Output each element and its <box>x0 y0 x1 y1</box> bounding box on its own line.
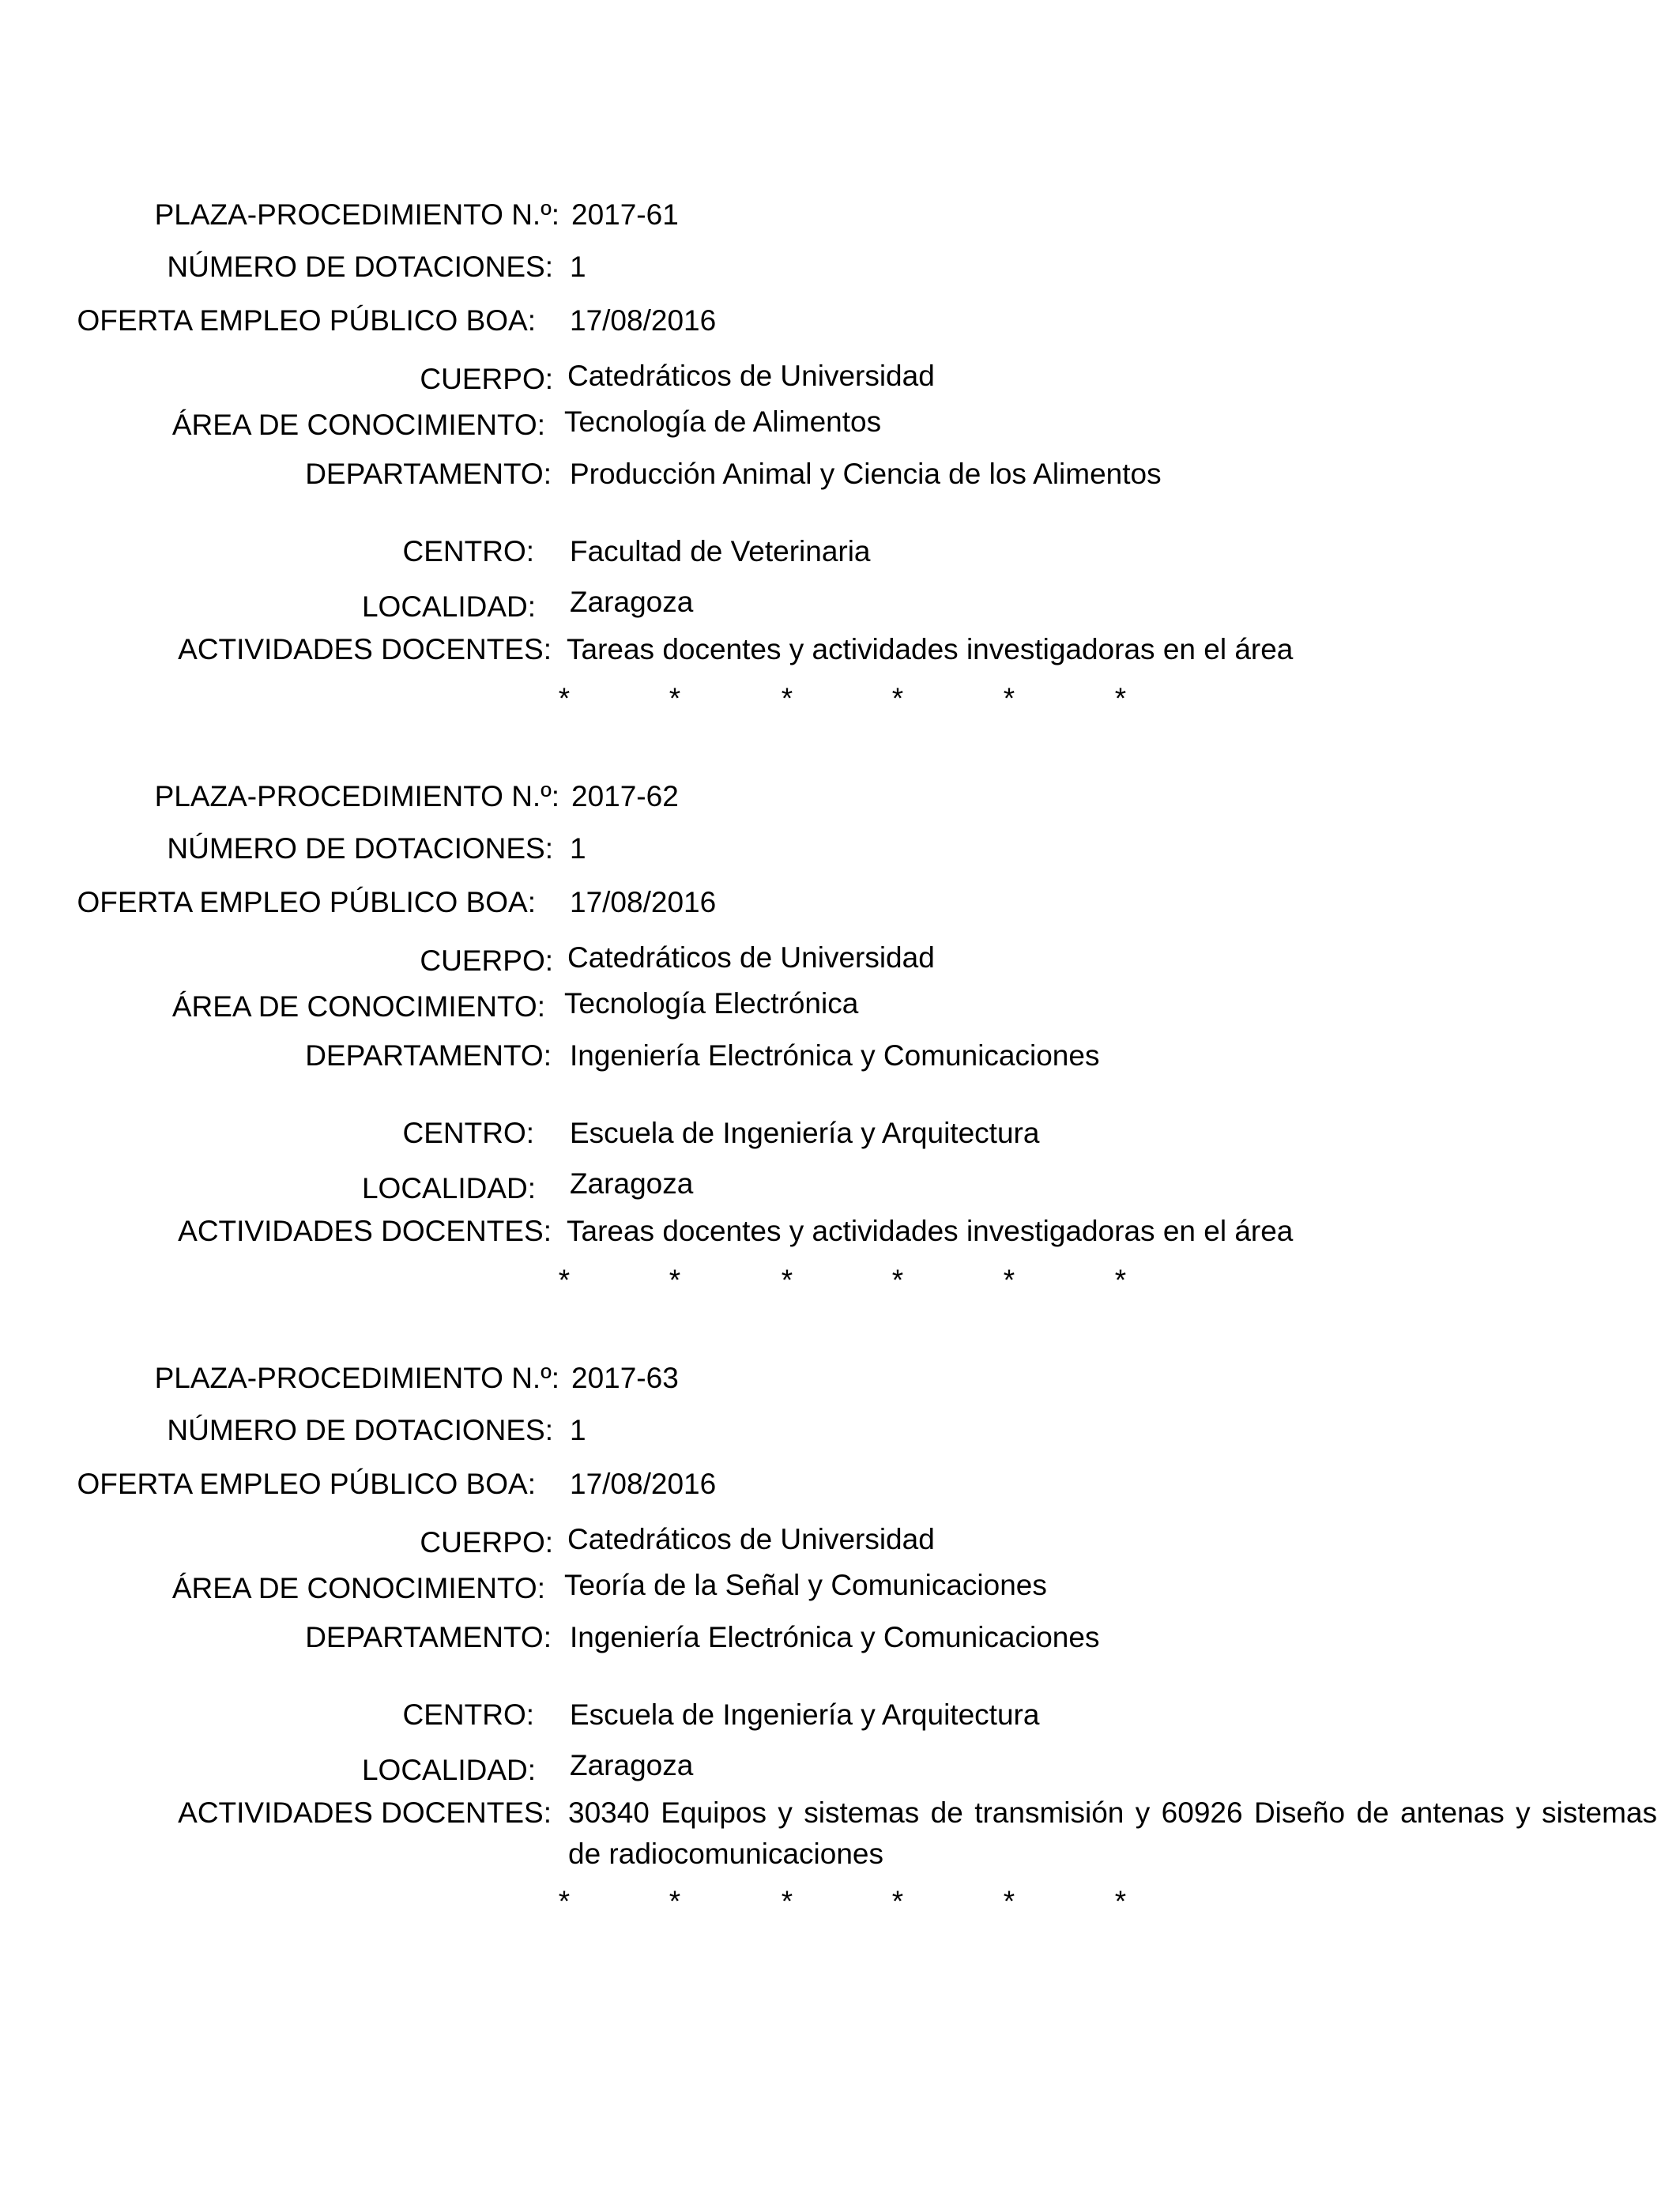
departamento-value: Ingeniería Electrónica y Comunicaciones <box>570 1039 1100 1072</box>
dotaciones-value: 1 <box>570 251 586 283</box>
area-row <box>0 405 1680 452</box>
separator-star: * <box>781 682 793 714</box>
actividades-label: ACTIVIDADES DOCENTES: <box>178 1215 552 1247</box>
separator-stars <box>553 683 1154 714</box>
separator-star: * <box>558 1885 571 1917</box>
separator-star: * <box>558 1264 571 1296</box>
dotaciones-label: NÚMERO DE DOTACIONES: <box>167 832 553 865</box>
departamento-row <box>0 1620 1680 1668</box>
departamento-value: Ingeniería Electrónica y Comunicaciones <box>570 1621 1100 1653</box>
centro-row <box>0 534 1680 582</box>
localidad-label: LOCALIDAD: <box>361 590 536 623</box>
oferta-row <box>0 303 1680 351</box>
oferta-label: OFERTA EMPLEO PÚBLICO BOA: <box>77 1468 536 1500</box>
centro-value: Facultad de Veterinaria <box>570 535 871 567</box>
localidad-row <box>0 1167 1680 1214</box>
oferta-value: 17/08/2016 <box>570 304 717 337</box>
plaza-block <box>0 1361 1680 1917</box>
separator-star: * <box>891 1264 904 1296</box>
actividades-value: 30340 Equipos y sistemas de transmisión y 60926 Diseño de antenas y sistemas de radiocomunicaciones <box>568 1796 1657 1870</box>
localidad-label: LOCALIDAD: <box>361 1172 536 1204</box>
cuerpo-value: Catedráticos de Universidad <box>567 941 935 974</box>
cuerpo-label: CUERPO: <box>420 363 553 395</box>
centro-row <box>0 1116 1680 1163</box>
separator-star: * <box>669 1264 681 1296</box>
area-value: Tecnología Electrónica <box>564 987 859 1020</box>
cuerpo-label: CUERPO: <box>420 1526 553 1559</box>
centro-value: Escuela de Ingeniería y Arquitectura <box>570 1698 1040 1731</box>
plaza-number-value: 2017-63 <box>571 1362 679 1394</box>
cuerpo-row <box>0 359 1680 406</box>
actividades-row <box>0 632 1680 680</box>
localidad-label: LOCALIDAD: <box>361 1754 536 1786</box>
cuerpo-row <box>0 1522 1680 1570</box>
cuerpo-value: Catedráticos de Universidad <box>567 360 935 392</box>
centro-label: CENTRO: <box>402 535 534 567</box>
separator-star: * <box>781 1264 793 1296</box>
area-row <box>0 1568 1680 1615</box>
dotaciones-row <box>0 1413 1680 1461</box>
separator-star: * <box>1003 1885 1015 1917</box>
departamento-row <box>0 457 1680 504</box>
departamento-label: DEPARTAMENTO: <box>305 1039 552 1072</box>
separator-stars <box>553 1265 1154 1296</box>
departamento-row <box>0 1039 1680 1086</box>
plaza-block <box>0 779 1680 1333</box>
area-value: Tecnología de Alimentos <box>564 405 882 438</box>
oferta-value: 17/08/2016 <box>570 1468 717 1500</box>
cuerpo-label: CUERPO: <box>420 944 553 977</box>
plaza-number-value: 2017-62 <box>571 780 679 812</box>
oferta-row <box>0 1467 1680 1514</box>
separator-star: * <box>1114 682 1127 714</box>
area-label: ÁREA DE CONOCIMIENTO: <box>171 1572 545 1604</box>
centro-label: CENTRO: <box>402 1117 534 1149</box>
centro-value: Escuela de Ingeniería y Arquitectura <box>570 1117 1040 1149</box>
localidad-value: Zaragoza <box>570 1749 694 1781</box>
area-value: Teoría de la Señal y Comunicaciones <box>564 1569 1047 1601</box>
dotaciones-label: NÚMERO DE DOTACIONES: <box>167 1414 553 1446</box>
actividades-value: Tareas docentes y actividades investigadoras en el área <box>567 633 1294 665</box>
oferta-value: 17/08/2016 <box>570 886 717 918</box>
oferta-row <box>0 885 1680 933</box>
localidad-row <box>0 585 1680 632</box>
actividades-row <box>0 1796 1680 1883</box>
area-label: ÁREA DE CONOCIMIENTO: <box>171 990 545 1023</box>
plaza-number-label: PLAZA-PROCEDIMIENTO N.º: <box>154 780 559 812</box>
dotaciones-value: 1 <box>570 1414 586 1446</box>
actividades-row <box>0 1214 1680 1261</box>
separator-star: * <box>1114 1264 1127 1296</box>
separator-star: * <box>1003 1264 1015 1296</box>
actividades-label: ACTIVIDADES DOCENTES: <box>178 633 552 665</box>
separator-star: * <box>781 1885 793 1917</box>
separator-stars <box>553 1886 1154 1917</box>
area-row <box>0 986 1680 1034</box>
departamento-label: DEPARTAMENTO: <box>305 458 552 490</box>
separator-star: * <box>669 682 681 714</box>
localidad-value: Zaragoza <box>570 586 694 618</box>
localidad-value: Zaragoza <box>570 1167 694 1200</box>
plaza-number-row <box>0 1361 1680 1408</box>
plaza-number-row <box>0 779 1680 827</box>
oferta-label: OFERTA EMPLEO PÚBLICO BOA: <box>77 304 536 337</box>
plaza-number-row <box>0 198 1680 245</box>
plaza-number-label: PLAZA-PROCEDIMIENTO N.º: <box>154 1362 559 1394</box>
centro-label: CENTRO: <box>402 1698 534 1731</box>
separator-star: * <box>891 1885 904 1917</box>
departamento-label: DEPARTAMENTO: <box>305 1621 552 1653</box>
departamento-value: Producción Animal y Ciencia de los Alimentos <box>570 458 1162 490</box>
actividades-label: ACTIVIDADES DOCENTES: <box>178 1796 552 1829</box>
dotaciones-row <box>0 831 1680 879</box>
cuerpo-value: Catedráticos de Universidad <box>567 1523 935 1555</box>
plaza-block <box>0 198 1680 751</box>
separator-star: * <box>669 1885 681 1917</box>
cuerpo-row <box>0 941 1680 988</box>
separator-star: * <box>558 682 571 714</box>
dotaciones-row <box>0 250 1680 297</box>
oferta-label: OFERTA EMPLEO PÚBLICO BOA: <box>77 886 536 918</box>
localidad-row <box>0 1748 1680 1796</box>
separator-star: * <box>891 682 904 714</box>
dotaciones-label: NÚMERO DE DOTACIONES: <box>167 251 553 283</box>
plaza-number-label: PLAZA-PROCEDIMIENTO N.º: <box>154 198 559 231</box>
separator-star: * <box>1114 1885 1127 1917</box>
area-label: ÁREA DE CONOCIMIENTO: <box>171 409 545 441</box>
dotaciones-value: 1 <box>570 832 586 865</box>
centro-row <box>0 1698 1680 1745</box>
actividades-value: Tareas docentes y actividades investigadoras en el área <box>567 1215 1294 1247</box>
separator-star: * <box>1003 682 1015 714</box>
plaza-number-value: 2017-61 <box>571 198 679 231</box>
